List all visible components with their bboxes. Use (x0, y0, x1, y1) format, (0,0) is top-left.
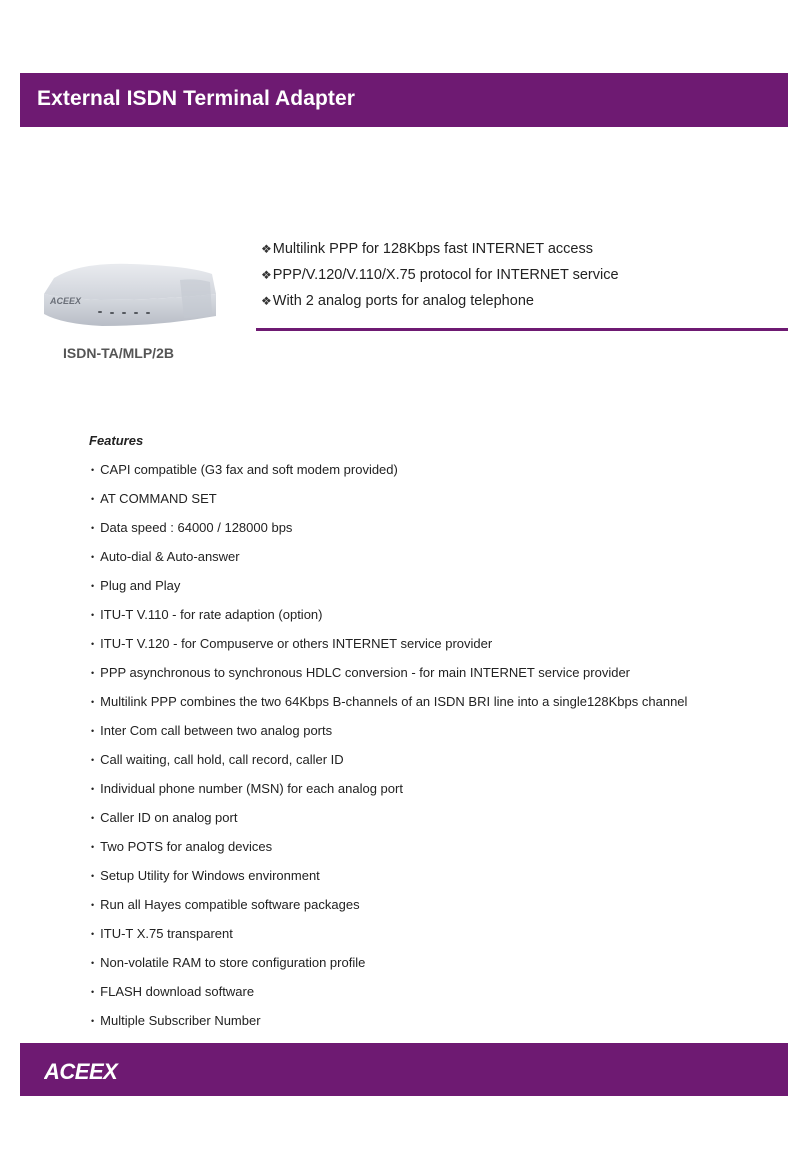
feature-item: • Run all Hayes compatible software packages (91, 896, 687, 925)
device-logo-text: ACEEX (50, 296, 82, 306)
feature-item: • Inter Com call between two analog ports (91, 722, 687, 751)
header-band (20, 73, 788, 127)
isdn-terminal-adapter-photo (40, 254, 220, 332)
feature-item: • Call waiting, call hold, call record, caller ID (91, 751, 687, 780)
feature-item: • Non-volatile RAM to store configuration profile (91, 954, 687, 983)
feature-item: • Auto-dial & Auto-answer (91, 548, 687, 577)
feature-item: • ITU-T X.75 transparent (91, 925, 687, 954)
feature-item: • Plug and Play (91, 577, 687, 606)
feature-item: • ITU-T V.120 - for Compuserve or others INTERNET service provider (91, 635, 687, 664)
feature-list (91, 461, 687, 1041)
model-label: ISDN-TA/MLP/2B (63, 345, 174, 361)
highlight-list (261, 236, 619, 314)
feature-item: • ITU-T V.110 - for rate adaption (option) (91, 606, 687, 635)
features-heading: Features (89, 433, 144, 448)
page-title: External ISDN Terminal Adapter (37, 87, 356, 110)
feature-item: • AT COMMAND SET (91, 490, 687, 519)
feature-item: • PPP asynchronous to synchronous HDLC conversion - for main INTERNET service provider (91, 664, 687, 693)
feature-item: • Two POTS for analog devices (91, 838, 687, 867)
footer-band (20, 1043, 788, 1096)
section-divider (256, 328, 788, 331)
highlight-item: ❖PPP/V.120/V.110/X.75 protocol for INTERNET service (261, 267, 619, 283)
feature-item: • FLASH download software (91, 983, 687, 1012)
feature-item: • Caller ID on analog port (91, 809, 687, 838)
diamond-bullet-icon: ❖ (261, 242, 272, 256)
feature-item: • Multilink PPP combines the two 64Kbps B-channels of an ISDN BRI line into a single128Kbps channel (91, 693, 687, 722)
diamond-bullet-icon: ❖ (261, 268, 272, 282)
feature-item: • CAPI compatible (G3 fax and soft modem provided) (91, 461, 687, 490)
feature-item: • Multiple Subscriber Number (91, 1012, 687, 1041)
aceex-logo (44, 1059, 132, 1083)
footer-logo-text: ACEEX (44, 1059, 118, 1083)
feature-item: • Individual phone number (MSN) for each analog port (91, 780, 687, 809)
feature-item: • Setup Utility for Windows environment (91, 867, 687, 896)
feature-item: • Data speed : 64000 / 128000 bps (91, 519, 687, 548)
highlight-item: ❖With 2 analog ports for analog telephone (261, 293, 534, 309)
diamond-bullet-icon: ❖ (261, 294, 272, 308)
highlight-item: ❖Multilink PPP for 128Kbps fast INTERNET access (261, 241, 593, 257)
